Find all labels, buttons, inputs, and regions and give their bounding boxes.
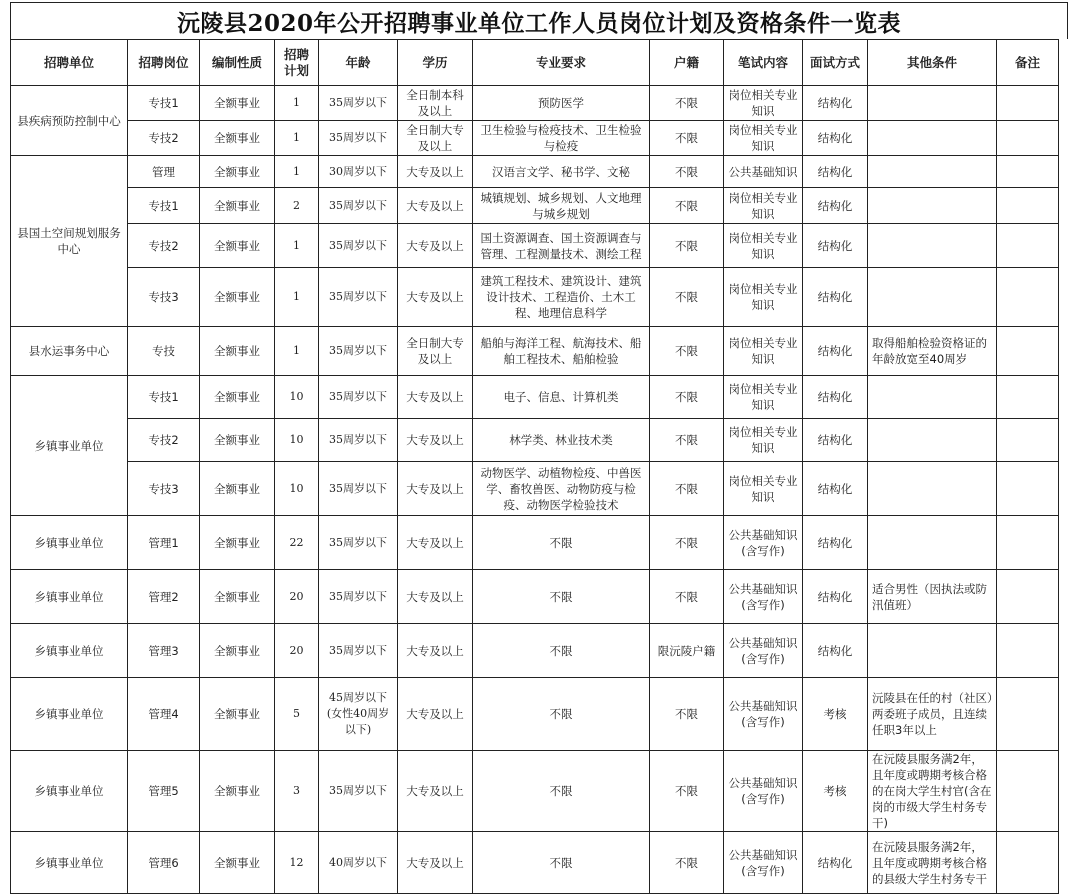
cell-note xyxy=(997,156,1059,188)
table-row xyxy=(11,376,1059,419)
cell-type: 全额事业 xyxy=(200,376,275,419)
cell-major: 动物医学、动植物检疫、中兽医学、畜牧兽医、动物防疫与检疫、动物医学检验技术 xyxy=(473,462,650,516)
table-row xyxy=(11,751,1059,832)
cell-age: 35周岁以下 xyxy=(319,224,398,268)
cell-exam: 岗位相关专业知识 xyxy=(724,376,803,419)
cell-age: 35周岁以下 xyxy=(319,121,398,156)
cell-type: 全额事业 xyxy=(200,678,275,751)
cell-other: 在沅陵县服务满2年，且年度或聘期考核合格的在岗大学生村官(含在岗的市级大学生村务专干) xyxy=(868,751,997,832)
header-hukou: 户籍 xyxy=(650,40,724,86)
table-row xyxy=(11,832,1059,894)
cell-hukou: 不限 xyxy=(650,751,724,832)
table-row xyxy=(11,224,1059,268)
cell-note xyxy=(997,678,1059,751)
cell-num: 3 xyxy=(275,751,319,832)
cell-age: 35周岁以下 xyxy=(319,516,398,570)
cell-num: 1 xyxy=(275,268,319,327)
cell-type: 全额事业 xyxy=(200,462,275,516)
cell-note xyxy=(997,268,1059,327)
cell-major: 不限 xyxy=(473,678,650,751)
cell-major: 汉语言文学、秘书学、文秘 xyxy=(473,156,650,188)
cell-hukou: 不限 xyxy=(650,121,724,156)
cell-note xyxy=(997,224,1059,268)
table-row xyxy=(11,624,1059,678)
cell-unit: 乡镇事业单位 xyxy=(11,678,128,751)
cell-exam: 公共基础知识(含写作) xyxy=(724,751,803,832)
table-row xyxy=(11,156,1059,188)
cell-interview: 结构化 xyxy=(803,327,868,376)
cell-hukou: 不限 xyxy=(650,224,724,268)
cell-unit: 乡镇事业单位 xyxy=(11,751,128,832)
cell-type: 全额事业 xyxy=(200,327,275,376)
cell-other: 在沅陵县服务满2年，且年度或聘期考核合格的县级大学生村务专干 xyxy=(868,832,997,894)
table-row xyxy=(11,570,1059,624)
cell-exam: 公共基础知识(含写作) xyxy=(724,624,803,678)
cell-post: 管理5 xyxy=(128,751,200,832)
cell-age: 35周岁以下 xyxy=(319,327,398,376)
cell-num: 12 xyxy=(275,832,319,894)
cell-interview: 考核 xyxy=(803,678,868,751)
cell-edu: 大专及以上 xyxy=(398,462,473,516)
cell-major: 不限 xyxy=(473,624,650,678)
cell-other xyxy=(868,188,997,224)
cell-age: 35周岁以下 xyxy=(319,624,398,678)
cell-age: 35周岁以下 xyxy=(319,462,398,516)
cell-note xyxy=(997,624,1059,678)
cell-edu: 大专及以上 xyxy=(398,751,473,832)
header-plan-count: 招聘计划 xyxy=(275,40,319,86)
cell-unit: 乡镇事业单位 xyxy=(11,832,128,894)
cell-interview: 结构化 xyxy=(803,832,868,894)
header-remarks: 备注 xyxy=(997,40,1059,86)
cell-other xyxy=(868,419,997,462)
cell-major: 卫生检验与检疫技术、卫生检验与检疫 xyxy=(473,121,650,156)
cell-hukou: 不限 xyxy=(650,86,724,121)
cell-edu: 大专及以上 xyxy=(398,268,473,327)
cell-type: 全额事业 xyxy=(200,156,275,188)
table-row xyxy=(11,462,1059,516)
cell-note xyxy=(997,419,1059,462)
cell-exam: 岗位相关专业知识 xyxy=(724,327,803,376)
cell-interview: 结构化 xyxy=(803,570,868,624)
cell-exam: 公共基础知识 xyxy=(724,156,803,188)
cell-exam: 岗位相关专业知识 xyxy=(724,188,803,224)
header-unit: 招聘单位 xyxy=(11,40,128,86)
cell-post: 管理4 xyxy=(128,678,200,751)
cell-interview: 结构化 xyxy=(803,188,868,224)
cell-edu: 全日制大专及以上 xyxy=(398,121,473,156)
cell-post: 专技1 xyxy=(128,86,200,121)
cell-interview: 结构化 xyxy=(803,516,868,570)
cell-hukou: 不限 xyxy=(650,268,724,327)
cell-interview: 结构化 xyxy=(803,156,868,188)
cell-post: 专技3 xyxy=(128,268,200,327)
cell-exam: 岗位相关专业知识 xyxy=(724,86,803,121)
header-age: 年龄 xyxy=(319,40,398,86)
cell-hukou: 不限 xyxy=(650,462,724,516)
cell-num: 10 xyxy=(275,419,319,462)
cell-major: 不限 xyxy=(473,751,650,832)
cell-interview: 结构化 xyxy=(803,419,868,462)
cell-type: 全额事业 xyxy=(200,188,275,224)
cell-post: 管理6 xyxy=(128,832,200,894)
cell-note xyxy=(997,188,1059,224)
cell-num: 5 xyxy=(275,678,319,751)
cell-num: 1 xyxy=(275,327,319,376)
cell-exam: 公共基础知识(含写作) xyxy=(724,570,803,624)
cell-other xyxy=(868,86,997,121)
cell-note xyxy=(997,376,1059,419)
cell-type: 全额事业 xyxy=(200,121,275,156)
table-row xyxy=(11,678,1059,751)
cell-num: 20 xyxy=(275,624,319,678)
cell-major: 不限 xyxy=(473,570,650,624)
cell-type: 全额事业 xyxy=(200,268,275,327)
cell-other xyxy=(868,624,997,678)
header-row xyxy=(11,40,1059,86)
cell-interview: 结构化 xyxy=(803,224,868,268)
cell-post: 管理1 xyxy=(128,516,200,570)
cell-exam: 公共基础知识(含写作) xyxy=(724,832,803,894)
cell-unit: 乡镇事业单位 xyxy=(11,516,128,570)
cell-edu: 大专及以上 xyxy=(398,624,473,678)
cell-note xyxy=(997,86,1059,121)
cell-num: 20 xyxy=(275,570,319,624)
cell-edu: 大专及以上 xyxy=(398,188,473,224)
cell-edu: 大专及以上 xyxy=(398,156,473,188)
cell-exam: 公共基础知识(含写作) xyxy=(724,516,803,570)
recruitment-table xyxy=(10,39,1059,894)
cell-interview: 结构化 xyxy=(803,86,868,121)
cell-type: 全额事业 xyxy=(200,751,275,832)
cell-num: 1 xyxy=(275,121,319,156)
cell-hukou: 不限 xyxy=(650,516,724,570)
cell-type: 全额事业 xyxy=(200,832,275,894)
cell-other xyxy=(868,156,997,188)
cell-post: 管理3 xyxy=(128,624,200,678)
cell-exam: 岗位相关专业知识 xyxy=(724,268,803,327)
cell-post: 专技2 xyxy=(128,121,200,156)
cell-note xyxy=(997,121,1059,156)
cell-num: 10 xyxy=(275,462,319,516)
header-interview: 面试方式 xyxy=(803,40,868,86)
cell-major: 预防医学 xyxy=(473,86,650,121)
cell-note xyxy=(997,832,1059,894)
cell-edu: 大专及以上 xyxy=(398,570,473,624)
cell-hukou: 不限 xyxy=(650,678,724,751)
cell-hukou: 不限 xyxy=(650,832,724,894)
cell-edu: 全日制大专及以上 xyxy=(398,327,473,376)
cell-major: 林学类、林业技术类 xyxy=(473,419,650,462)
cell-hukou: 不限 xyxy=(650,156,724,188)
header-other-conditions: 其他条件 xyxy=(868,40,997,86)
cell-post: 专技1 xyxy=(128,376,200,419)
cell-num: 10 xyxy=(275,376,319,419)
header-education: 学历 xyxy=(398,40,473,86)
cell-post: 专技3 xyxy=(128,462,200,516)
cell-major: 不限 xyxy=(473,832,650,894)
cell-other xyxy=(868,376,997,419)
cell-edu: 大专及以上 xyxy=(398,832,473,894)
cell-interview: 结构化 xyxy=(803,462,868,516)
cell-unit: 县水运事务中心 xyxy=(11,327,128,376)
cell-hukou: 不限 xyxy=(650,188,724,224)
cell-age: 30周岁以下 xyxy=(319,156,398,188)
cell-major: 城镇规划、城乡规划、人文地理与城乡规划 xyxy=(473,188,650,224)
table-row xyxy=(11,516,1059,570)
cell-exam: 岗位相关专业知识 xyxy=(724,462,803,516)
table-row xyxy=(11,121,1059,156)
cell-type: 全额事业 xyxy=(200,570,275,624)
cell-interview: 考核 xyxy=(803,751,868,832)
cell-post: 专技2 xyxy=(128,419,200,462)
cell-other xyxy=(868,516,997,570)
cell-other: 适合男性（因执法或防汛值班） xyxy=(868,570,997,624)
cell-major: 国土资源调查、国土资源调查与管理、工程测量技术、测绘工程 xyxy=(473,224,650,268)
cell-hukou: 不限 xyxy=(650,419,724,462)
cell-age: 35周岁以下 xyxy=(319,751,398,832)
cell-other xyxy=(868,121,997,156)
cell-note xyxy=(997,570,1059,624)
cell-num: 22 xyxy=(275,516,319,570)
table-row xyxy=(11,419,1059,462)
table-row xyxy=(11,268,1059,327)
cell-unit: 县国土空间规划服务中心 xyxy=(11,156,128,327)
cell-note xyxy=(997,751,1059,832)
cell-age: 45周岁以下 (女性40周岁以下) xyxy=(319,678,398,751)
cell-edu: 全日制本科及以上 xyxy=(398,86,473,121)
cell-hukou: 不限 xyxy=(650,327,724,376)
cell-type: 全额事业 xyxy=(200,86,275,121)
table-row xyxy=(11,327,1059,376)
cell-interview: 结构化 xyxy=(803,624,868,678)
cell-post: 专技 xyxy=(128,327,200,376)
cell-exam: 岗位相关专业知识 xyxy=(724,224,803,268)
cell-age: 35周岁以下 xyxy=(319,570,398,624)
cell-other xyxy=(868,224,997,268)
cell-age: 35周岁以下 xyxy=(319,419,398,462)
cell-num: 1 xyxy=(275,86,319,121)
cell-unit: 乡镇事业单位 xyxy=(11,570,128,624)
cell-unit: 乡镇事业单位 xyxy=(11,376,128,516)
cell-age: 40周岁以下 xyxy=(319,832,398,894)
cell-post: 管理2 xyxy=(128,570,200,624)
cell-type: 全额事业 xyxy=(200,624,275,678)
cell-major: 建筑工程技术、建筑设计、建筑设计技术、工程造价、土木工程、地理信息科学 xyxy=(473,268,650,327)
cell-edu: 大专及以上 xyxy=(398,516,473,570)
cell-post: 专技1 xyxy=(128,188,200,224)
table-row xyxy=(11,188,1059,224)
cell-interview: 结构化 xyxy=(803,376,868,419)
cell-exam: 岗位相关专业知识 xyxy=(724,121,803,156)
header-written-exam: 笔试内容 xyxy=(724,40,803,86)
cell-major: 船舶与海洋工程、航海技术、船舶工程技术、船舶检验 xyxy=(473,327,650,376)
cell-type: 全额事业 xyxy=(200,516,275,570)
cell-exam: 公共基础知识(含写作) xyxy=(724,678,803,751)
cell-exam: 岗位相关专业知识 xyxy=(724,419,803,462)
cell-hukou: 不限 xyxy=(650,376,724,419)
cell-age: 35周岁以下 xyxy=(319,268,398,327)
header-post: 招聘岗位 xyxy=(128,40,200,86)
cell-other: 取得船舶检验资格证的年龄放宽至40周岁 xyxy=(868,327,997,376)
cell-edu: 大专及以上 xyxy=(398,678,473,751)
cell-note xyxy=(997,327,1059,376)
cell-note xyxy=(997,462,1059,516)
cell-other xyxy=(868,268,997,327)
cell-edu: 大专及以上 xyxy=(398,376,473,419)
table-row xyxy=(11,86,1059,121)
header-major: 专业要求 xyxy=(473,40,650,86)
cell-unit: 乡镇事业单位 xyxy=(11,624,128,678)
cell-unit: 县疾病预防控制中心 xyxy=(11,86,128,156)
cell-num: 1 xyxy=(275,224,319,268)
cell-type: 全额事业 xyxy=(200,419,275,462)
cell-interview: 结构化 xyxy=(803,268,868,327)
cell-other: 沅陵县在任的村（社区）两委班子成员，且连续任职3年以上 xyxy=(868,678,997,751)
cell-post: 管理 xyxy=(128,156,200,188)
cell-age: 35周岁以下 xyxy=(319,86,398,121)
cell-hukou: 不限 xyxy=(650,570,724,624)
cell-hukou: 限沅陵户籍 xyxy=(650,624,724,678)
cell-age: 35周岁以下 xyxy=(319,188,398,224)
cell-edu: 大专及以上 xyxy=(398,224,473,268)
cell-note xyxy=(997,516,1059,570)
page-title: 沅陵县2020年公开招聘事业单位工作人员岗位计划及资格条件一览表 xyxy=(10,2,1068,39)
cell-other xyxy=(868,462,997,516)
header-staffing-type: 编制性质 xyxy=(200,40,275,86)
cell-edu: 大专及以上 xyxy=(398,419,473,462)
cell-num: 2 xyxy=(275,188,319,224)
cell-interview: 结构化 xyxy=(803,121,868,156)
cell-num: 1 xyxy=(275,156,319,188)
cell-post: 专技2 xyxy=(128,224,200,268)
cell-age: 35周岁以下 xyxy=(319,376,398,419)
cell-major: 电子、信息、计算机类 xyxy=(473,376,650,419)
cell-major: 不限 xyxy=(473,516,650,570)
cell-type: 全额事业 xyxy=(200,224,275,268)
